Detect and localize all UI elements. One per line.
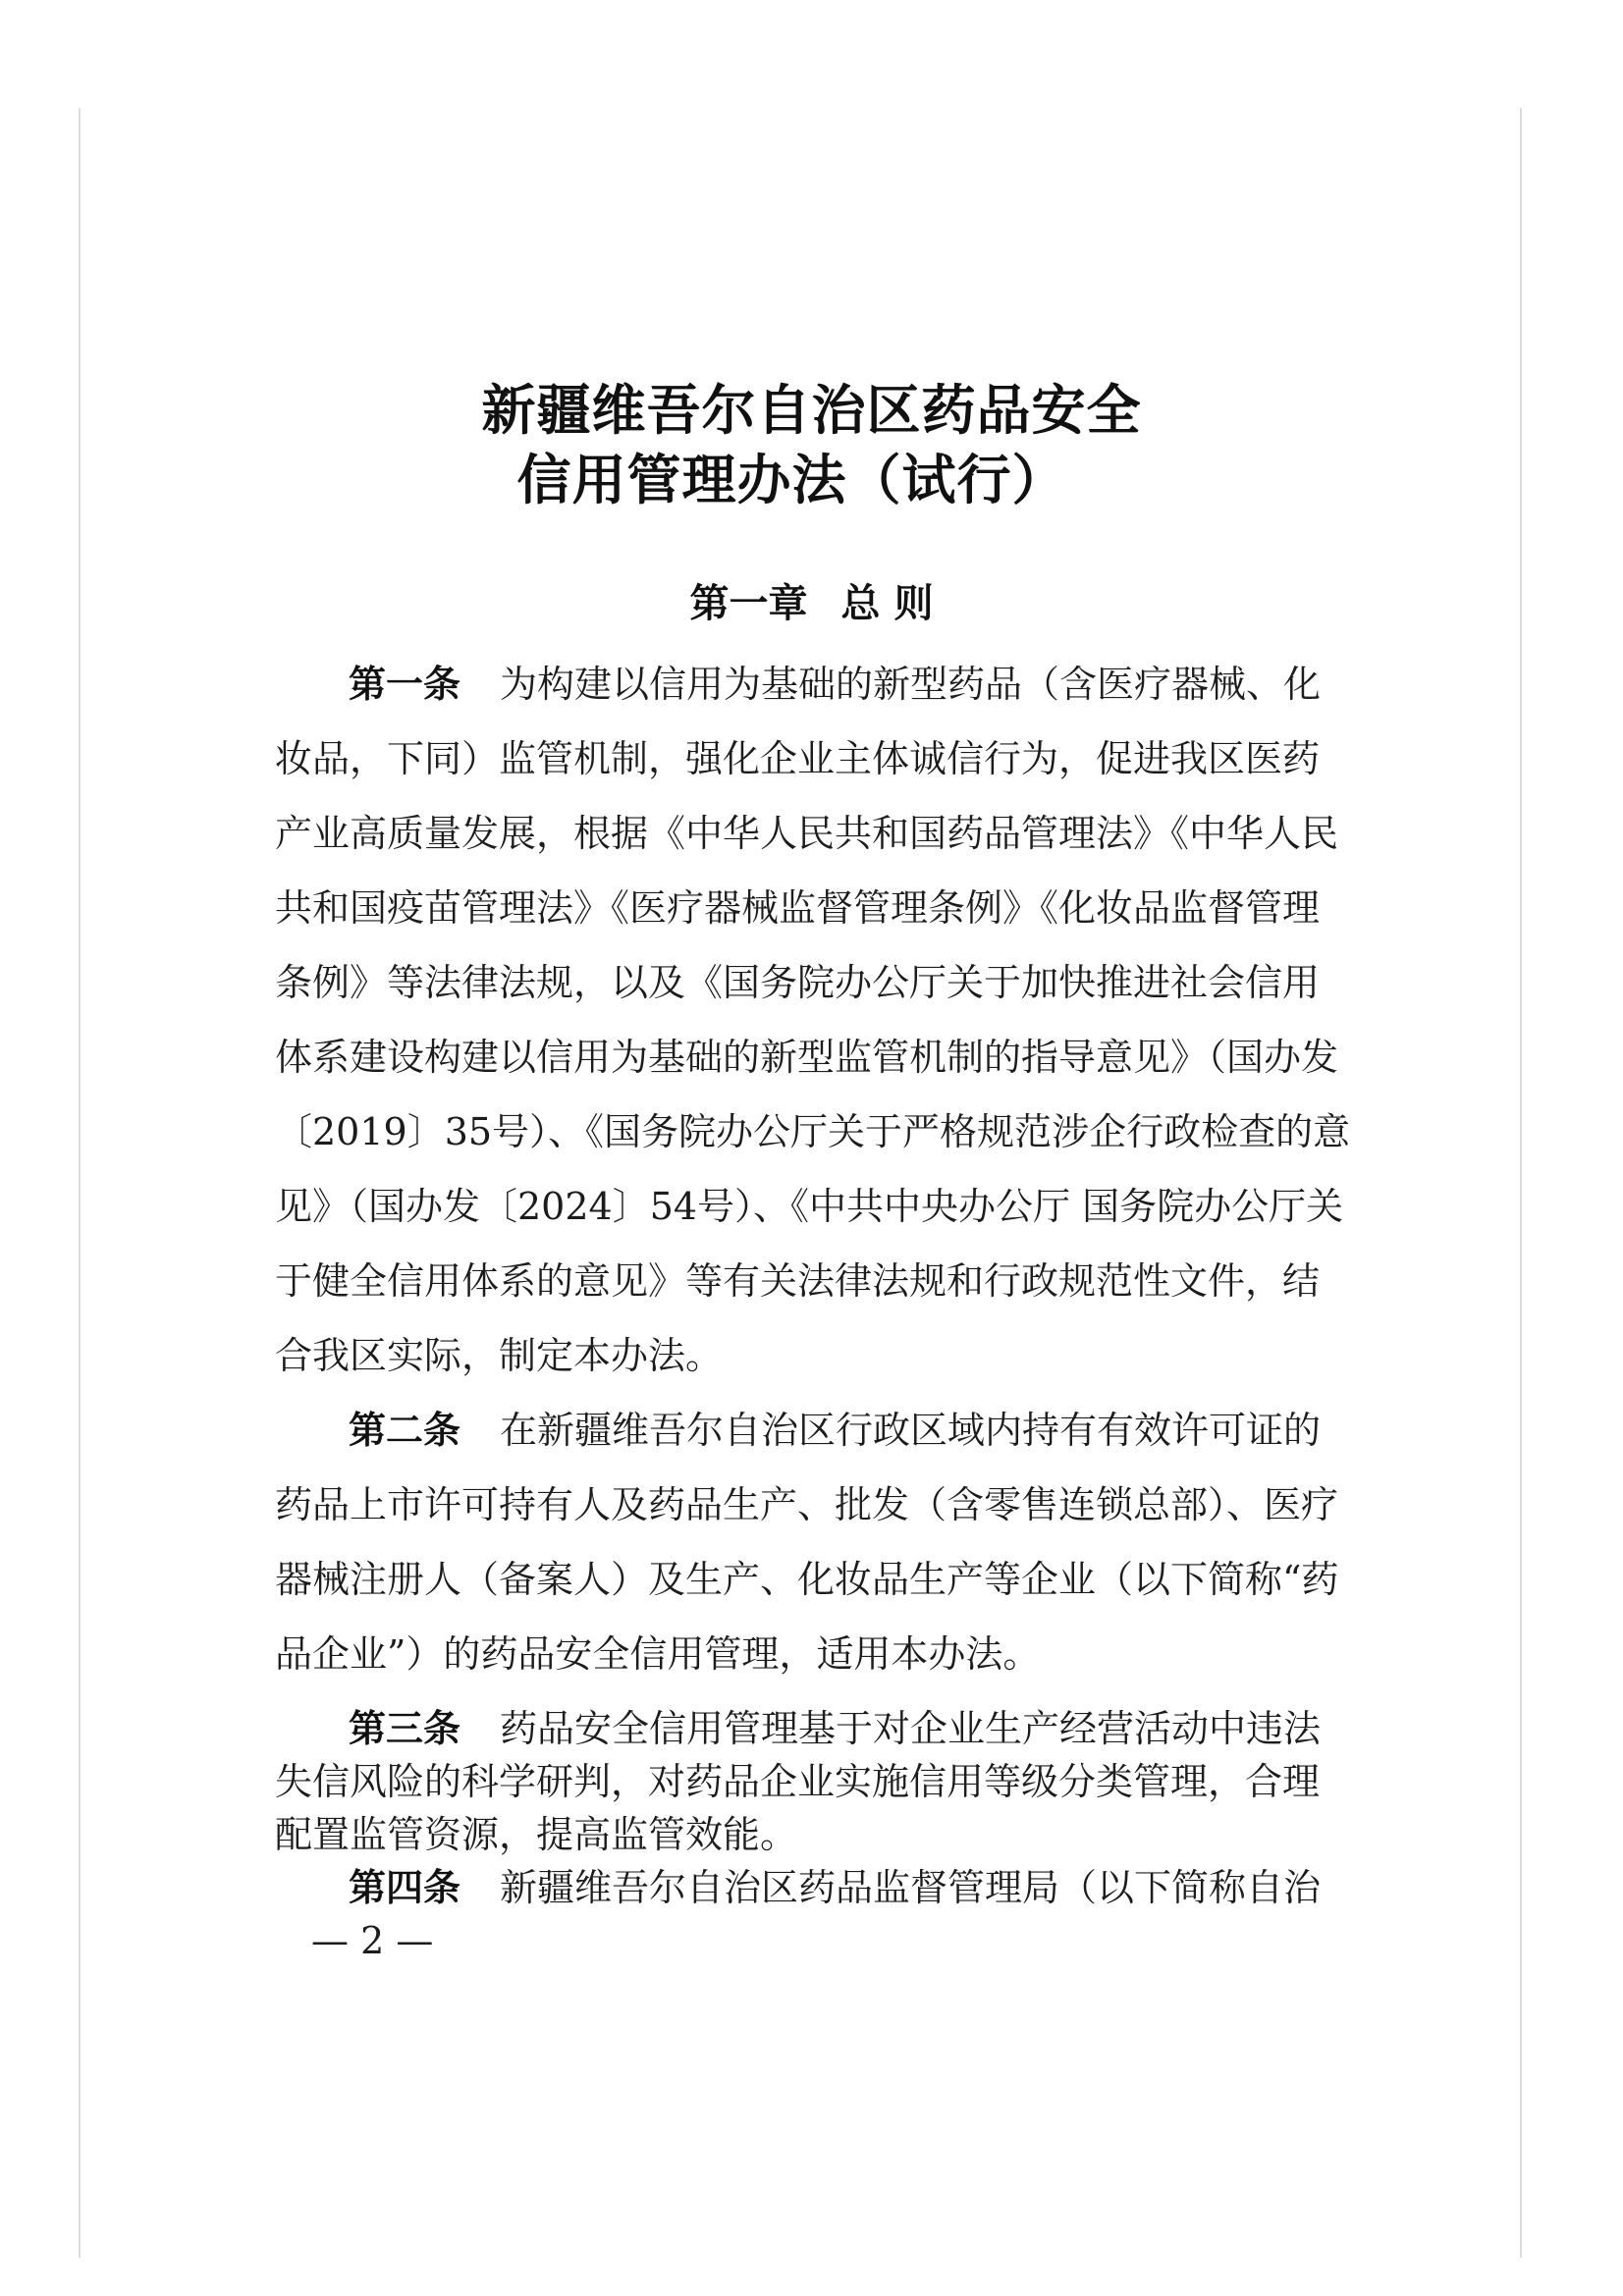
article-1-line-7: 〔2019〕35号）、《国务院办公厅关于严格规范涉企行政检查的意 [275, 1110, 1351, 1153]
article-1-line-8: 见》（国办发〔2024〕54号）、《中共中央办公厅 国务院办公厅关 [275, 1185, 1344, 1228]
article-1-line-4: 共和国疫苗管理法》《医疗器械监督管理条例》《化妆品监督管理 [275, 886, 1321, 930]
article-1-line-10: 合我区实际，制定本办法。 [275, 1334, 724, 1377]
article-4-label: 第四条 [349, 1866, 461, 1909]
chapter-number: 第一章 [689, 580, 808, 626]
chapter-name: 总 则 [840, 580, 934, 626]
article-1-line-2: 妆品，下同）监管机制，强化企业主体诚信行为，促进我区医药 [275, 737, 1321, 780]
article-2-label: 第二条 [349, 1409, 461, 1452]
article-2-line-4: 品企业”）的药品安全信用管理，适用本办法。 [275, 1632, 1041, 1676]
article-1-line-6: 体系建设构建以信用为基础的新型监管机制的指导意见》（国办发 [275, 1036, 1339, 1079]
article-2-line-2: 药品上市许可持有人及药品生产、批发（含零售连锁总部）、医疗 [275, 1483, 1339, 1526]
article-3-line-1: 第三条 药品安全信用管理基于对企业生产经营活动中违法 [349, 1707, 1322, 1750]
article-1-line-9: 于健全信用体系的意见》等有关法律法规和行政规范性文件，结 [275, 1259, 1321, 1303]
article-3-line-2: 失信风险的科学研判，对药品企业实施信用等级分类管理，合理 [275, 1760, 1321, 1803]
article-3-label: 第三条 [349, 1707, 461, 1750]
article-1-label: 第一条 [349, 663, 461, 706]
article-2-line-1: 第二条 在新疆维吾尔自治区行政区域内持有有效许可证的 [349, 1409, 1322, 1452]
article-3-line-3: 配置监管资源，提高监管效能。 [275, 1813, 798, 1856]
article-1-line-1: 第一条 为构建以信用为基础的新型药品（含医疗器械、化 [349, 663, 1322, 706]
chapter-heading [0, 579, 1623, 628]
document-title-line-2: 信用管理办法（试行） [516, 448, 1067, 511]
article-2-line-3: 器械注册人（备案人）及生产、化妆品生产等企业（以下简称“药 [275, 1558, 1339, 1601]
page-number: — 2 — [311, 1919, 434, 1962]
article-4-line-1: 第四条 新疆维吾尔自治区药品监督管理局（以下简称自治 [349, 1866, 1322, 1909]
document-title-line-1: 新疆维吾尔自治区药品安全 [481, 378, 1142, 442]
article-1-line-5: 条例》等法律法规，以及《国务院办公厅关于加快推进社会信用 [275, 961, 1321, 1004]
article-1-line-3: 产业高质量发展，根据《中华人民共和国药品管理法》《中华人民 [275, 812, 1339, 855]
